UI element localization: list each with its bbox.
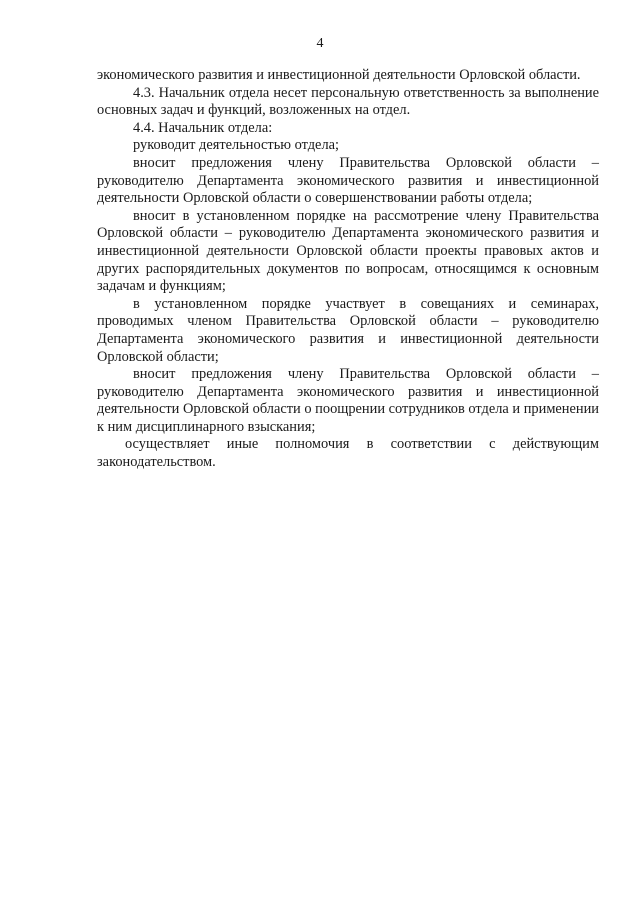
- paragraph-continuation: экономического развития и инвестиционной деятельности Орловской области.: [97, 67, 581, 83]
- page-number: 4: [316, 36, 324, 51]
- duty-other-powers: осуществляет иные полномочия в соответствии с действующим законодательством.: [97, 436, 599, 471]
- duty-draft-legal-acts: вносит в установленном порядке на рассмотрение члену Правительства Орловской области – руководителю Департамента экономического развития и инвестиционной деятельности Орловской области проекты правовых актов и других распорядительных документов по вопросам, относящимся к основным задачам и функциям;: [97, 207, 599, 295]
- duty-manages-department: руководит деятельностью отдела;: [133, 137, 340, 154]
- document-body: [97, 67, 599, 472]
- paragraph-4-4-heading: 4.4. Начальник отдела:: [133, 119, 273, 136]
- paragraph-4-3: 4.3. Начальник отдела несет персональную ответственность за выполнение основных задач и функций, возложенных на отдел.: [97, 84, 599, 119]
- duty-improvement-proposals: вносит предложения члену Правительства Орловской области – руководителю Департамента экономического развития и инвестиционной деятельности Орловской области о совершенствовании работы отдела;: [97, 154, 599, 207]
- duty-staff-incentives: вносит предложения члену Правительства Орловской области – руководителю Департамента экономического развития и инвестиционной деятельности Орловской области о поощрении сотрудников отдела и применении к ним дисциплинарного взыскания;: [97, 366, 599, 435]
- duty-meetings-seminars: в установленном порядке участвует в совещаниях и семинарах, проводимых членом Правительства Орловской области – руководителю Департамента экономического развития и инвестиционной деятельности Орловской области;: [97, 295, 599, 365]
